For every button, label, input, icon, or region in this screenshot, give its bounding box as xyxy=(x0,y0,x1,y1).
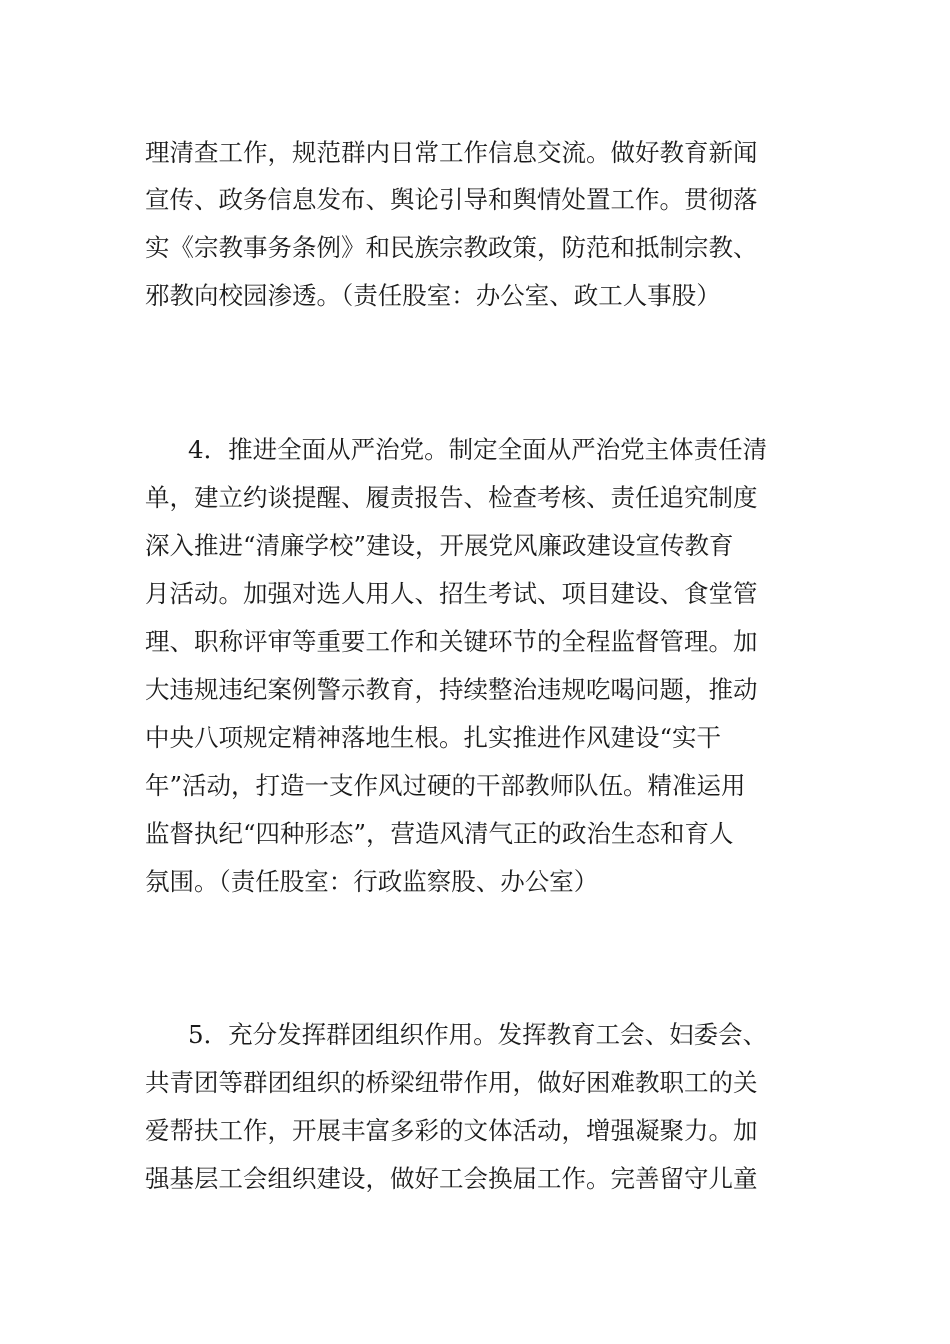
text-line: 大违规违纪案例警示教育，持续整治违规吃喝问题，推动 xyxy=(145,675,758,704)
text-line: 强基层工会组织建设，做好工会换届工作。完善留守儿童 xyxy=(145,1164,758,1193)
text-line: 邪教向校园渗透。（责任股室：办公室、政工人事股） xyxy=(145,281,721,310)
text-line: 氛围。（责任股室：行政监察股、办公室） xyxy=(145,867,599,896)
text-line: 5．充分发挥群团组织作用。发挥教育工会、妇委会、 xyxy=(188,1020,768,1049)
text-line: 4．推进全面从严治党。制定全面从严治党主体责任清 xyxy=(188,435,768,464)
text-line: 理清查工作，规范群内日常工作信息交流。做好教育新闻 xyxy=(145,138,758,167)
text-line: 共青团等群团组织的桥梁纽带作用，做好困难教职工的关 xyxy=(145,1068,758,1097)
text-line: 监督执纪“四种形态”，营造风清气正的政治生态和育人 xyxy=(145,819,734,848)
text-line: 年”活动，打造一支作风过硬的干部教师队伍。精准运用 xyxy=(145,771,746,800)
text-line: 深入推进“清廉学校”建设，开展党风廉政建设宣传教育 xyxy=(145,531,734,560)
text-line: 理、职称评审等重要工作和关键环节的全程监督管理。加 xyxy=(145,627,758,656)
text-line: 中央八项规定精神落地生根。扎实推进作风建设“实干 xyxy=(145,723,722,752)
text-line: 单，建立约谈提醒、履责报告、检查考核、责任追究制度 xyxy=(145,483,758,512)
text-line: 月活动。加强对选人用人、招生考试、项目建设、食堂管 xyxy=(145,579,758,608)
text-line: 宣传、政务信息发布、舆论引导和舆情处置工作。贯彻落 xyxy=(145,185,758,214)
text-line: 实《宗教事务条例》和民族宗教政策，防范和抵制宗教、 xyxy=(145,233,758,262)
text-line: 爱帮扶工作，开展丰富多彩的文体活动，增强凝聚力。加 xyxy=(145,1116,758,1145)
